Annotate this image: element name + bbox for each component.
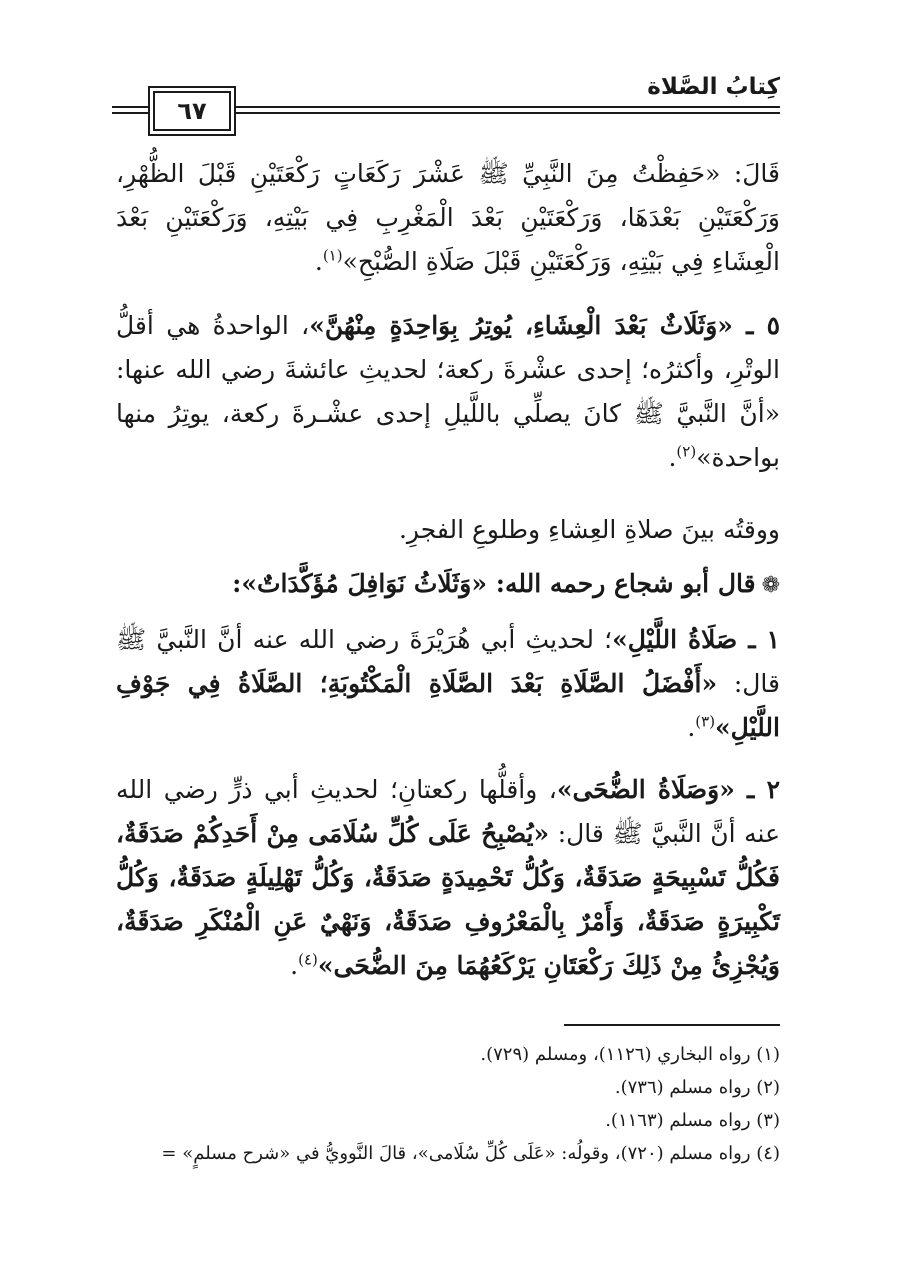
footnote-separator: [564, 1024, 780, 1026]
footnote-1: (١) رواه البخاري (١١٢٦)، ومسلم (٧٢٩).: [480, 1044, 780, 1065]
period: .: [314, 247, 323, 276]
period: .: [290, 951, 299, 980]
period: .: [687, 713, 696, 742]
page-header: [112, 70, 780, 140]
main-text: [116, 148, 780, 988]
paragraph-abu-shuja: [116, 562, 780, 608]
period: .: [668, 443, 677, 472]
footnote-4: (٤) رواه مسلم (٧٢٠)، وقولُه: «عَلَى كُلِّ سُلَامى»، قالَ النَّوويُّ في «شرح مسلمٍ» =: [161, 1143, 780, 1164]
footnotes: [116, 1040, 780, 1172]
matn-duha-prayer: ٢ ـ «وَصَلَاةُ الضُّحَى»: [556, 775, 781, 804]
footnote-2: (٢) رواه مسلم (٧٣٦).: [614, 1077, 780, 1098]
paragraph-hadith-ten-rakat: [116, 152, 780, 284]
book-title: كِتابُ الصَّلاة: [647, 74, 780, 100]
page-number: ٦٧: [153, 91, 231, 131]
matn-night-prayer: ١ ـ صَلَاةُ اللَّيْلِ»: [612, 625, 780, 654]
author-name: قال أبو شجاع رحمه الله: [504, 569, 756, 598]
paragraph-text: قَالَ: «حَفِظْتُ مِنَ النَّبِيِّ ﷺ عَشْرَ رَكَعَاتٍ رَكْعَتَيْنِ قَبْلَ الظُّهْرِ، وَرَكْعَتَيْنِ بَعْدَهَا، وَرَكْعَتَيْنِ بَعْدَ الْمَغْرِبِ فِي بَيْتِهِ، وَرَكْعَتَيْنِ بَعْدَ الْعِشَاءِ فِي بَيْتِهِ، وَرَكْعَتَيْنِ قَبْلَ صَلَاةِ الصُّبْحِ»: [116, 159, 780, 276]
hadith-quote: «أَفْضَلُ الصَّلَاةِ بَعْدَ الصَّلَاةِ الْمَكْتُوبَةِ؛ الصَّلَاةُ فِي جَوْفِ اللَّيْلِ»: [116, 669, 780, 742]
paragraph-night-prayer: [116, 618, 780, 750]
page-number-frame: [148, 86, 236, 136]
footnote-ref-2: (٢): [676, 442, 697, 461]
matn-witr: ٥ ـ «وَثَلَاثٌ بَعْدَ الْعِشَاءِ، يُوتِرُ بِوَاحِدَةٍ مِنْهُنَّ»: [309, 311, 781, 340]
paragraph-text: ، وأقلُّها ركعتانِ؛ لحديثِ أبي ذرٍّ رضي الله عنه أنَّ النَّبيَّ ﷺ قال:: [116, 775, 780, 848]
paragraph-duha-prayer: [116, 768, 780, 988]
footnote-ref-1: (١): [322, 246, 343, 265]
paragraph-text: ، الواحدةُ هي أقلُّ الوتْرِ، وأكثرُه؛ إحدى عشْرةَ ركعة؛ لحديثِ عائشةَ رضي الله عنها: «أنَّ النَّبيَّ ﷺ كانَ يصلِّي باللَّيلِ إحدى عشْـرةَ ركعة، يوتِرُ منها بواحدة»: [116, 311, 780, 472]
paragraph-witr: [116, 304, 780, 480]
matn-three-nawafil: : «وَثَلَاثُ نَوَافِلَ مُؤَكَّدَاتٌ»:: [232, 569, 505, 598]
footnote-ref-3: (٣): [695, 712, 716, 731]
hadith-quote: «يُصْبِحُ عَلَى كُلِّ سُلَامَى مِنْ أَحَدِكُمْ صَدَقَةٌ، فَكُلُّ تَسْبِيحَةٍ صَدَقَةٌ، وَكُلُّ تَحْمِيدَةٍ صَدَقَةٌ، وَكُلُّ تَهْلِيلَةٍ صَدَقَةٌ، وَكُلُّ تَكْبِيرَةٍ صَدَقَةٌ، وَأَمْرٌ بِالْمَعْرُوفِ صَدَقَةٌ، وَنَهْيٌ عَنِ الْمُنْكَرِ صَدَقَةٌ، وَيُجْزِئُ مِنْ ذَلِكَ رَكْعَتَانِ يَرْكَعُهُمَا مِنَ الضُّحَى»: [116, 819, 780, 980]
footnote-3: (٣) رواه مسلم (١١٦٣).: [605, 1110, 780, 1131]
paragraph-witr-time: [116, 508, 780, 552]
paragraph-text: ؛ لحديثِ أبي هُرَيْرَةَ رضي الله عنه أنَّ النَّبيَّ ﷺ قال:: [116, 625, 780, 698]
flower-ornament-icon: ❁: [761, 573, 780, 598]
footnote-ref-4: (٤): [298, 950, 318, 969]
paragraph-text: ووقتُه بينَ صلاةِ العِشاءِ وطلوعِ الفجرِ.: [398, 515, 780, 544]
